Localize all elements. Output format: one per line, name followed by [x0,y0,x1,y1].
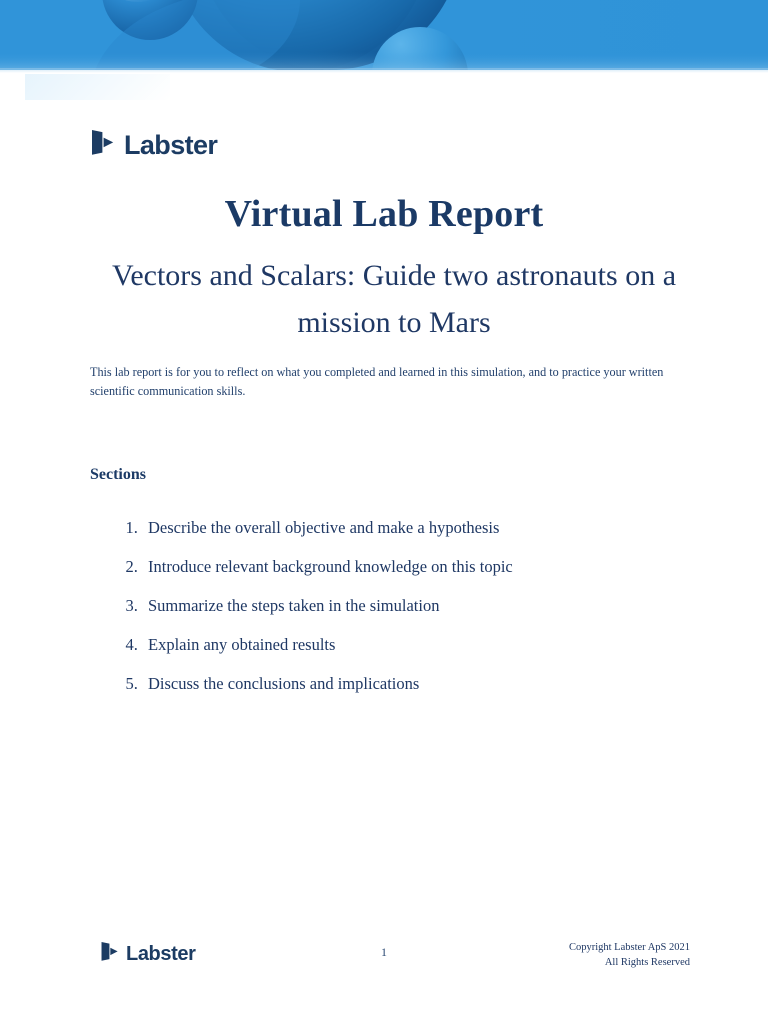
header-logo [90,129,217,161]
page-footer [0,928,768,1024]
page-title: Virtual Lab Report [224,193,544,235]
list-item: 1. Describe the overall objective and make a hypothesis [142,518,702,537]
list-item: 4. Explain any obtained results [142,635,702,654]
copyright-line-1: Copyright Labster ApS 2021 [568,942,690,953]
labster-logo-icon [90,129,115,161]
document-body [0,70,768,1024]
blue-spheres-banner-graphic [0,0,768,70]
footer-wordmark: Labster [126,943,196,965]
page-subtitle: Vectors and Scalars: Guide two astronauts on a mission to Mars [111,259,677,340]
sections-heading: Sections [90,466,146,483]
list-item: 3. Summarize the steps taken in the simulation [142,596,702,615]
page-number: 1 [381,945,387,959]
copyright-notice [569,941,690,971]
list-item: 2. Introduce relevant background knowledge on this topic [142,557,702,576]
copyright-line-2: All Rights Reserved [604,956,690,968]
list-item: 5. Discuss the conclusions and implications [142,674,702,693]
header-banner [0,0,768,70]
labster-wordmark: Labster [124,129,218,160]
sections-list [110,518,702,713]
intro-paragraph: This lab report is for you to reflect on what you completed and learned in this simulation, and to practice your written scientific communication skills. [90,365,664,399]
